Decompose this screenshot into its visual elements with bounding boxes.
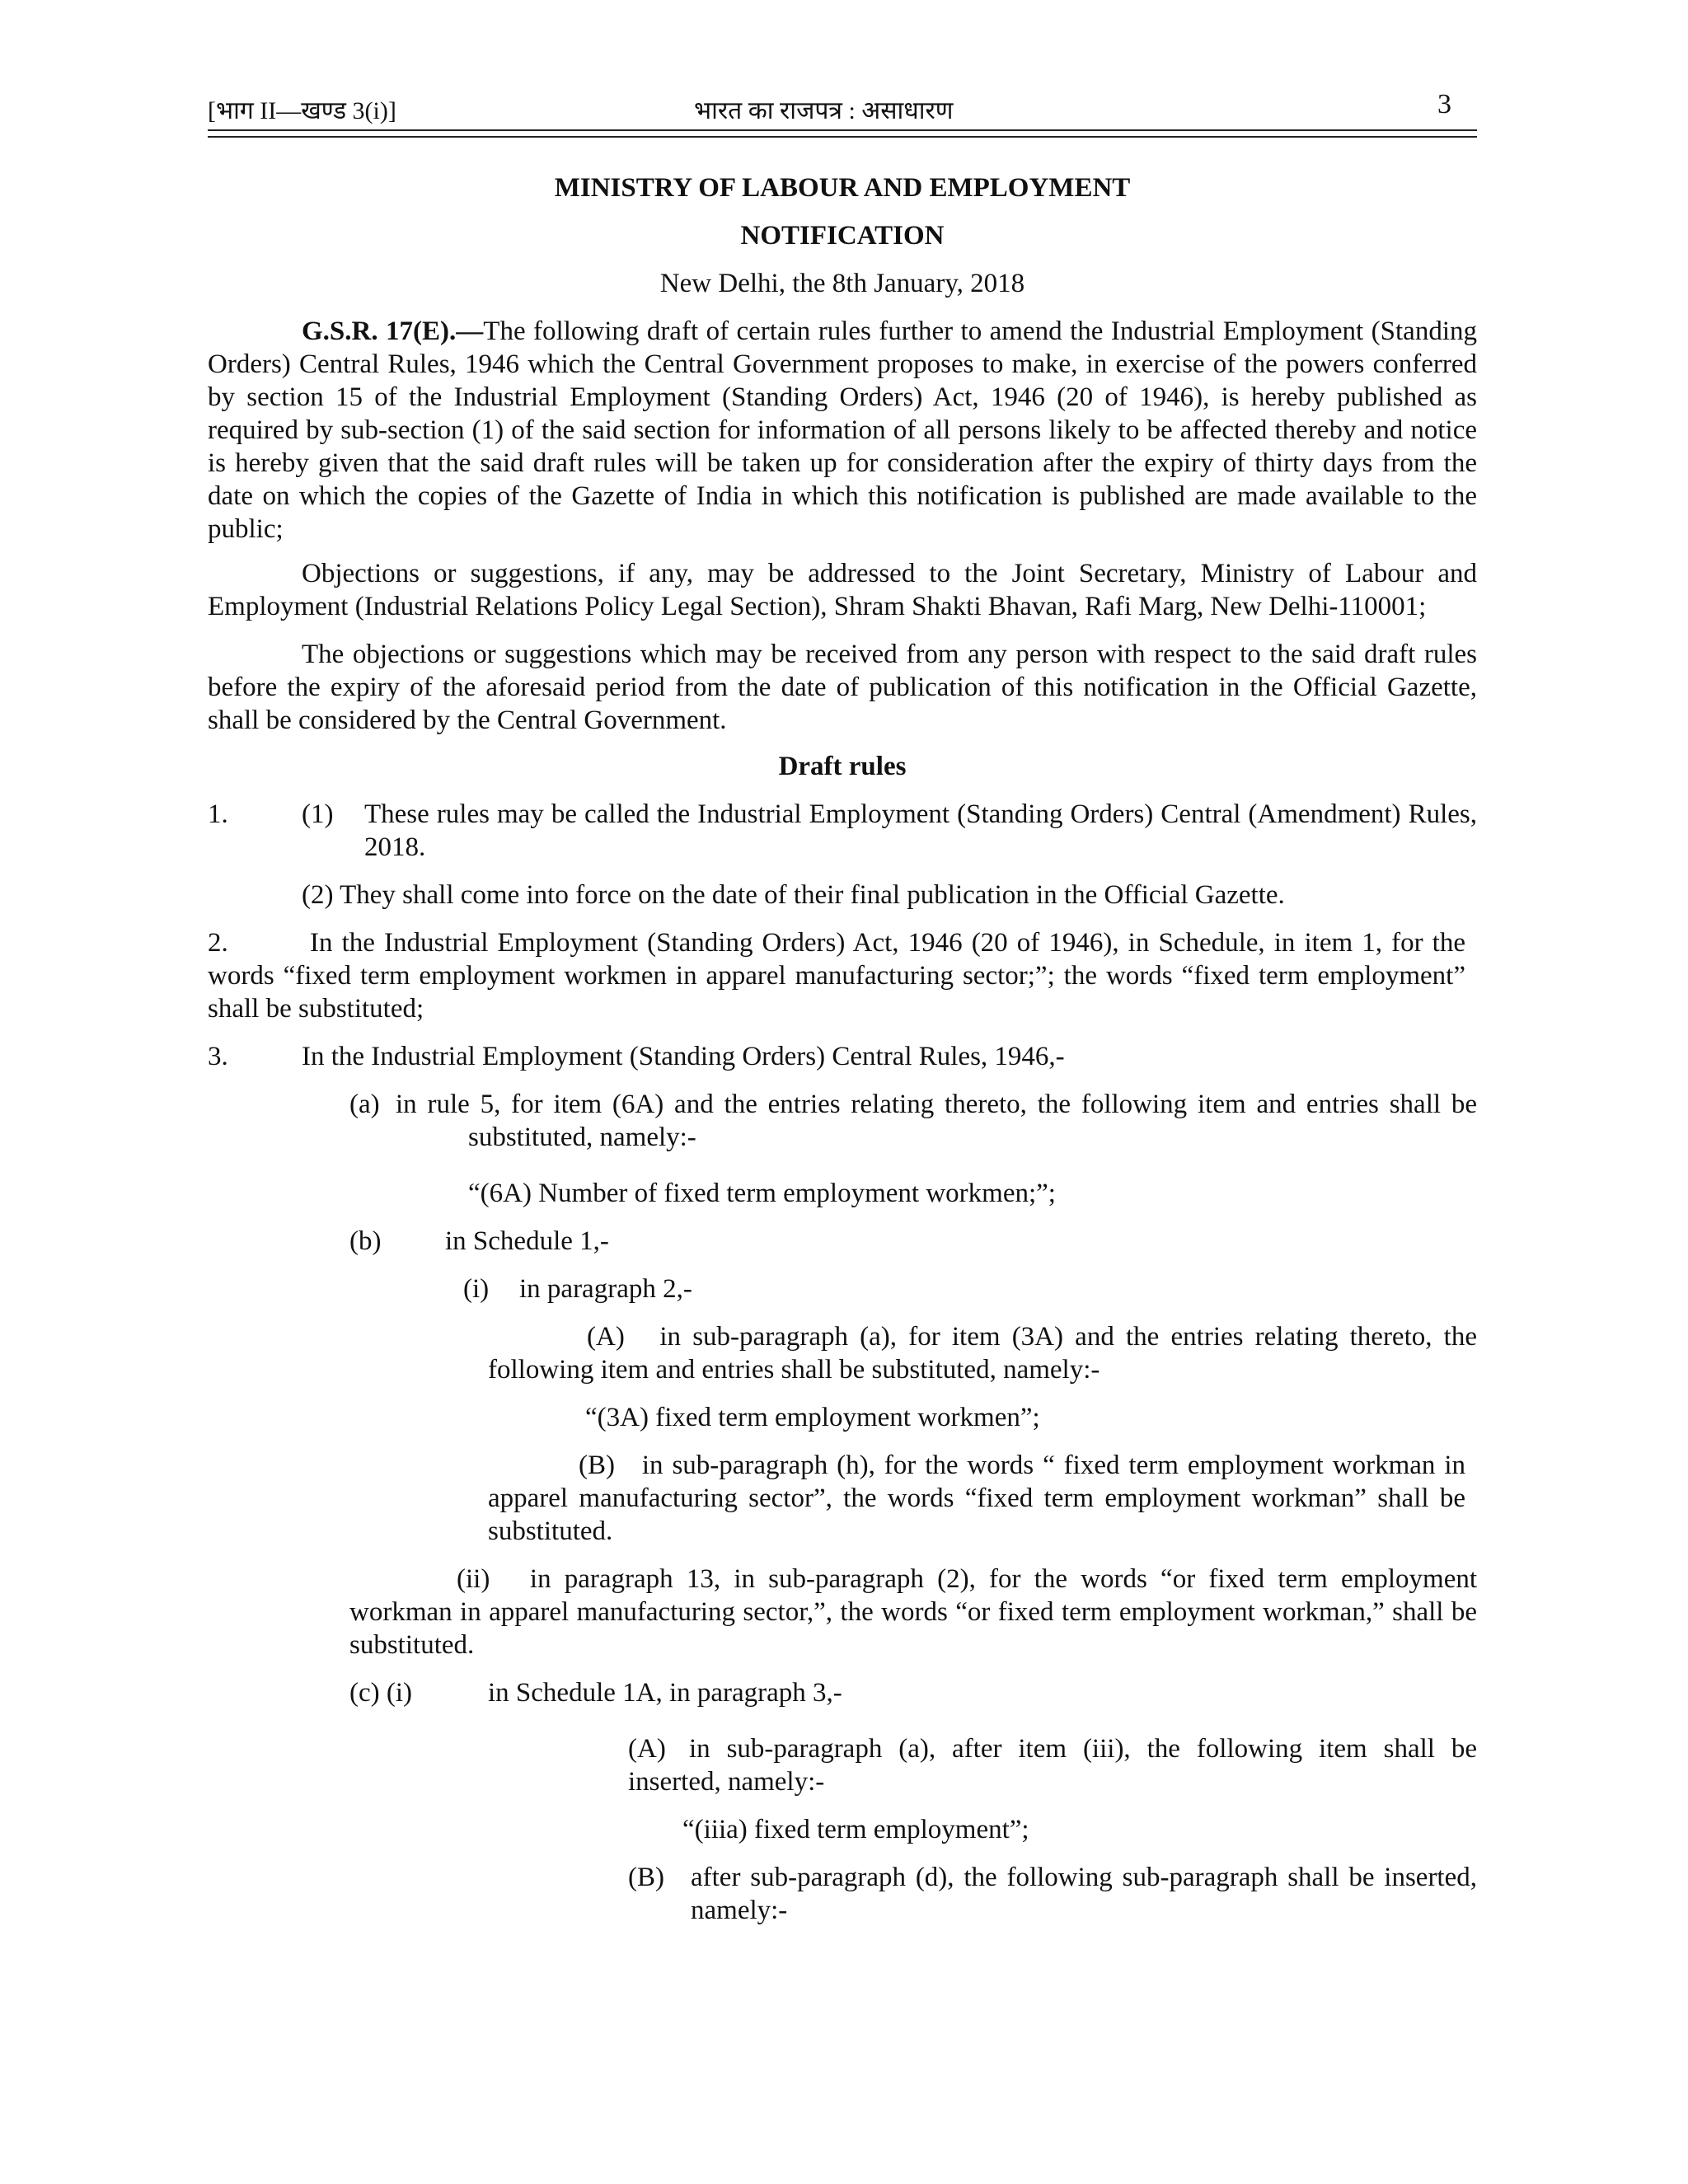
rule-2-number: 2. bbox=[208, 928, 228, 958]
clause-b-i-A-quote: “(3A) fixed term employment workmen”; bbox=[585, 1403, 1040, 1432]
clause-b-text: in Schedule 1,- bbox=[445, 1226, 609, 1256]
clause-c-A-text: in sub-paragraph (a), after item (iii), the following item shall be inserted, namely:- bbox=[628, 1734, 1477, 1797]
clause-b-ii-label: (ii) bbox=[457, 1564, 490, 1594]
clause-b-i-A-label: (A) bbox=[587, 1322, 625, 1352]
ministry-title: MINISTRY OF LABOUR AND EMPLOYMENT bbox=[554, 173, 1131, 203]
clause-c-text: in Schedule 1A, in paragraph 3,- bbox=[488, 1678, 842, 1708]
clause-b-i-B-paragraph bbox=[488, 1449, 1465, 1548]
clause-b-i-B-text: in sub-paragraph (h), for the words “ fixed term employment workman in apparel manufacturing sector”, the words “fixed term employment workman” shall be substituted. bbox=[488, 1451, 1465, 1546]
header-gazette-title: भारत का राजपत्र : असाधारण bbox=[694, 97, 954, 124]
page-number: 3 bbox=[1437, 89, 1451, 120]
clause-b-i-text: in paragraph 2,- bbox=[519, 1274, 692, 1304]
rule-1-sub1-label: (1) bbox=[302, 799, 334, 829]
clause-b-i-B-label: (B) bbox=[579, 1451, 615, 1480]
notification-title: NOTIFICATION bbox=[740, 221, 945, 251]
intro-paragraph bbox=[208, 315, 1477, 546]
intro-text: The following draft of certain rules further to amend the Industrial Employment (Standing Orders) Central Rules, 1946 which the Central Government proposes to make, in exercise of the powers conferred by section 15 of the Industrial Employment (Standing Orders) Act, 1946 (20 of 1946), is hereby published as required by sub-section (1) of the said section for information of all persons likely to be affected thereby and notice is hereby given that the said draft rules will be taken up for consideration after the expiry of thirty days from the date on which the copies of the Gazette of India in which this notification is published are made available to the public; bbox=[208, 316, 1477, 544]
header-part-label: [भाग II—खण्ड 3(i)] bbox=[208, 97, 396, 124]
clause-c-label: (c) (i) bbox=[349, 1678, 413, 1708]
draft-rules-heading: Draft rules bbox=[778, 752, 907, 781]
clause-c-A-quote: “(iiia) fixed term employment”; bbox=[682, 1815, 1029, 1844]
clause-b-ii-text: in paragraph 13, in sub-paragraph (2), for the words “or fixed term employment workman in apparel manufacturing sector,”, the words “or fixed term employment workman,” shall be substituted. bbox=[349, 1564, 1478, 1660]
clause-b-label: (b) bbox=[349, 1226, 382, 1256]
rule-1-sub2-text: (2) They shall come into force on the date of their final publication in the Official Gazette. bbox=[302, 880, 1285, 910]
clause-a-label: (a) bbox=[349, 1090, 380, 1119]
clause-b-ii-paragraph bbox=[349, 1563, 1477, 1661]
clause-c-B-text: after sub-paragraph (d), the following sub-paragraph shall be inserted, namely:- bbox=[691, 1863, 1477, 1925]
clause-c-A-label: (A) bbox=[628, 1734, 666, 1764]
rule-3-number: 3. bbox=[208, 1042, 228, 1071]
header-rule-bottom bbox=[208, 136, 1477, 138]
place-date: New Delhi, the 8th January, 2018 bbox=[659, 269, 1025, 298]
rule-1-sub1-text: These rules may be called the Industrial Employment (Standing Orders) Central (Amendment) Rules, 2018. bbox=[364, 799, 1477, 862]
rule-2-paragraph bbox=[208, 926, 1465, 1025]
clause-a-quote: “(6A) Number of fixed term employment workmen;”; bbox=[468, 1179, 1056, 1208]
gsr-number: G.S.R. 17(E).— bbox=[302, 316, 484, 346]
consideration-paragraph: The objections or suggestions which may be received from any person with respect to the said draft rules before the expiry of the aforesaid period from the date of publication of this notification in the Official Gazette, shall be considered by the Central Government. bbox=[208, 640, 1477, 735]
clause-b-i-A-text: in sub-paragraph (a), for item (3A) and the entries relating thereto, the following item and entries shall be substituted, namely:- bbox=[488, 1322, 1477, 1385]
header-rule-top bbox=[208, 129, 1477, 131]
clause-c-B-label: (B) bbox=[628, 1863, 664, 1892]
clause-b-i-label: (i) bbox=[463, 1274, 490, 1304]
rule-3-text: In the Industrial Employment (Standing Orders) Central Rules, 1946,- bbox=[302, 1042, 1065, 1071]
clause-b-i-A-paragraph bbox=[488, 1320, 1477, 1386]
rule-1-number: 1. bbox=[208, 799, 228, 829]
clause-a-text: in rule 5, for item (6A) and the entries relating thereto, the following item and entries shall be substituted, namely:- bbox=[396, 1090, 1477, 1152]
objections-paragraph: Objections or suggestions, if any, may be addressed to the Joint Secretary, Ministry of Labour and Employment (Industrial Relations Policy Legal Section), Shram Shakti Bhavan, Rafi Marg, New Delhi-110001; bbox=[208, 559, 1477, 621]
rule-2-text: In the Industrial Employment (Standing Orders) Act, 1946 (20 of 1946), in Schedule, in item 1, for the words “fixed term employment workmen in apparel manufacturing sector;”; the words “fixed term employment” shall be substituted; bbox=[208, 928, 1465, 1024]
